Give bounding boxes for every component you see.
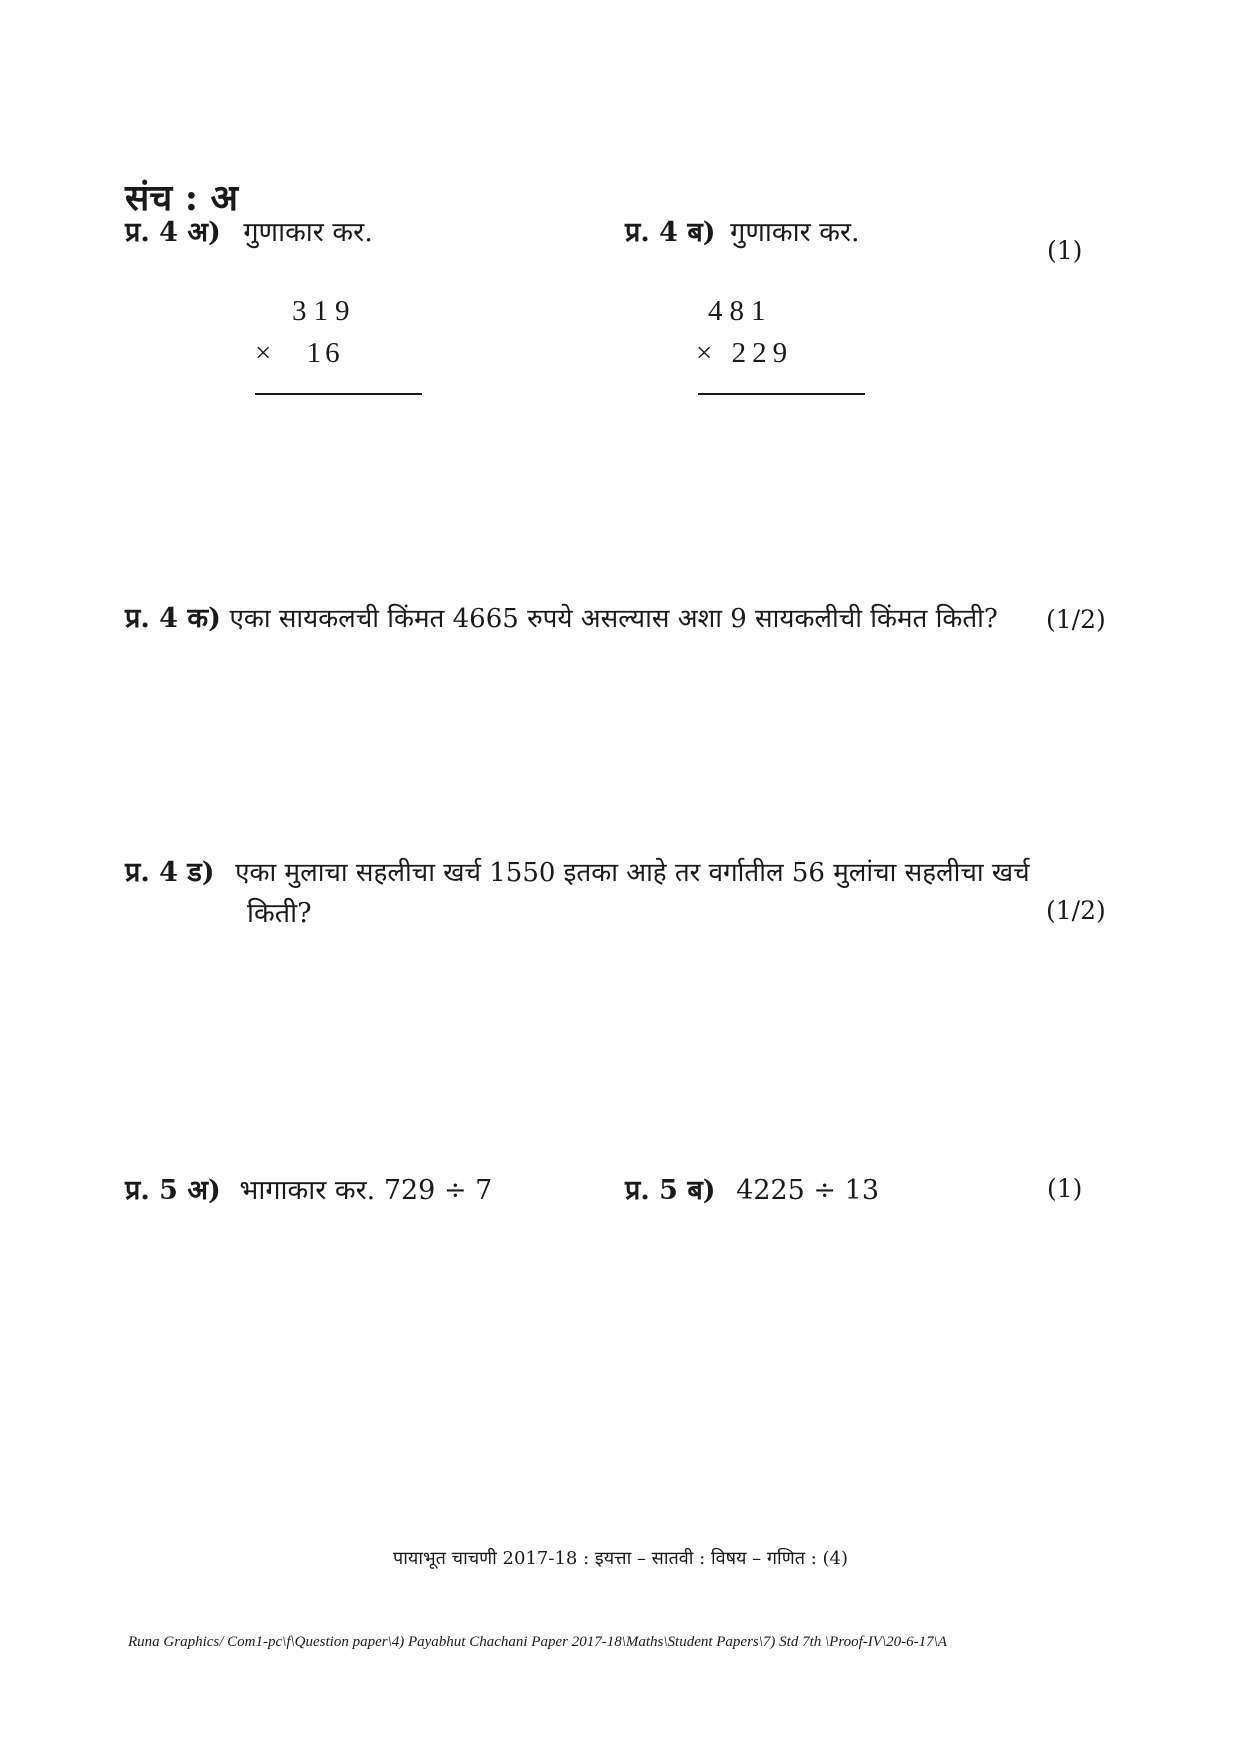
question-4a-label: प्र. 4 अ) <box>125 217 221 248</box>
question-4b-answer-line <box>698 393 865 395</box>
question-4b-label: प्र. 4 ब) <box>625 217 716 248</box>
question-4a-multiplier: × 16 <box>255 337 344 369</box>
set-title: संच : अ <box>125 177 239 219</box>
question-5b-text: 4225 ÷ 13 <box>736 1175 879 1206</box>
question-4c-text: एका सायकलची किंमत 4665 रुपये असल्यास अशा 9 सायकलीची किंमत किती? <box>229 604 998 634</box>
question-4b <box>625 212 860 249</box>
question-4b-multiplier: × 229 <box>696 337 794 369</box>
file-path-note: Runa Graphics/ Com1-pc\f\Question paper\4) Payabhut Chachani Paper 2017-18\Maths\Student Papers\7) Std 7th \Proof-IV\20-6-17\A <box>128 1634 947 1650</box>
question-4b-text: गुणाकार कर. <box>730 217 860 248</box>
question-5a-text: भागाकार कर. 729 ÷ 7 <box>239 1175 493 1206</box>
question-4c-label: प्र. 4 क) <box>125 603 221 634</box>
question-5b-marks: (1) <box>1047 1174 1083 1203</box>
question-5a-label: प्र. 5 अ) <box>125 1175 221 1206</box>
question-4b-multiplicand: 481 <box>708 295 773 327</box>
question-4a-answer-line <box>255 393 422 395</box>
question-4d-text-line1: एका मुलाचा सहलीचा खर्च 1550 इतका आहे तर वर्गातील 56 मुलांचा सहलीचा खर्च <box>235 858 1030 888</box>
question-5b <box>625 1170 879 1207</box>
question-4a-text: गुणाकार कर. <box>243 217 373 248</box>
question-4c <box>125 598 998 635</box>
page-footer: पायाभूत चाचणी 2017-18 : इयत्ता – सातवी : विषय – गणित : (4) <box>393 1548 848 1569</box>
question-4d-label: प्र. 4 ड) <box>125 857 215 888</box>
question-4d <box>125 852 1030 889</box>
question-4a-multiplicand: 319 <box>292 295 357 327</box>
question-5b-label: प्र. 5 ब) <box>625 1175 716 1206</box>
question-4b-marks: (1) <box>1047 236 1083 265</box>
question-4d-text-line2: किती? <box>247 898 312 929</box>
question-4c-marks: (1/2) <box>1046 605 1106 634</box>
question-4a <box>125 212 373 249</box>
question-5a <box>125 1170 492 1207</box>
question-4d-marks: (1/2) <box>1046 896 1106 925</box>
